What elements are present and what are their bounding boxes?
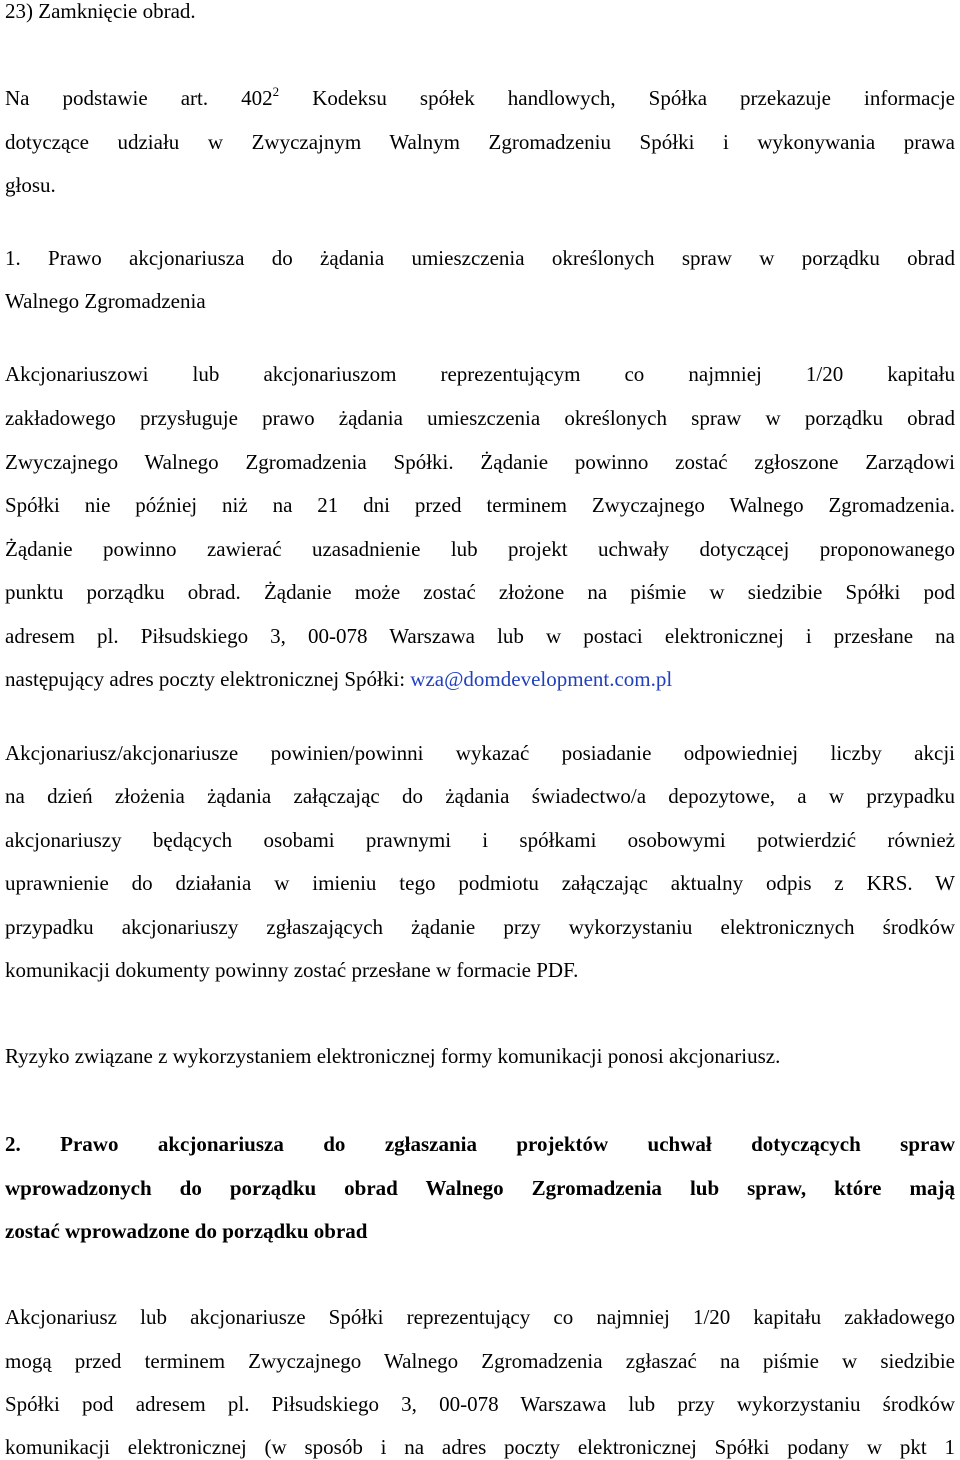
section-2-title-line-1: 2. Prawo akcjonariusza do zgłaszania projektów uchwał dotyczących spraw (5, 1132, 955, 1156)
section-1-title-line-1: 1. Prawo akcjonariusza do żądania umieszczenia określonych spraw w porządku obrad (5, 246, 955, 270)
section-1-para-1-last-line (5, 666, 955, 692)
agenda-item-23: 23) Zamknięcie obrad. (5, 0, 196, 23)
section-1-para-2-line: akcjonariuszy będących osobami prawnymi i spółkami osobowymi potwierdzić również (5, 828, 955, 852)
section-1-para-2-line: przypadku akcjonariuszy zgłaszających żądanie przy wykorzystaniu elektronicznych środków (5, 915, 955, 939)
section-2-para-1-line: Spółki pod adresem pl. Piłsudskiego 3, 00-078 Warszawa lub przy wykorzystaniu środków (5, 1392, 955, 1416)
section-1-para-3: Ryzyko związane z wykorzystaniem elektronicznej formy komunikacji ponosi akcjonariusz. (5, 1044, 781, 1068)
section-1-para-1-line: punktu porządku obrad. Żądanie może zostać złożone na piśmie w siedzibie Spółki pod (5, 580, 955, 604)
section-1-para-2-line: uprawnienie do działania w imieniu tego podmiotu załączając aktualny odpis z KRS. W (5, 871, 955, 895)
section-2-para-1-line: komunikacji elektronicznej (w sposób i na adres poczty elektronicznej Spółki podany w pkt 1 (5, 1435, 955, 1459)
intro-line-1-text: Na podstawie art. 402 (5, 86, 273, 110)
company-email-link[interactable]: wza@domdevelopment.com.pl (410, 667, 673, 691)
intro-line-1 (5, 85, 955, 111)
section-2-para-1-line: Akcjonariusz lub akcjonariusze Spółki reprezentujący co najmniej 1/20 kapitału zakładowego (5, 1305, 955, 1329)
email-intro-text: następujący adres poczty elektronicznej Spółki: (5, 667, 411, 691)
intro-line-3: głosu. (5, 173, 56, 197)
section-1-para-1-line: Żądanie powinno zawierać uzasadnienie lub projekt uchwały dotyczącej proponowanego (5, 537, 955, 561)
section-1-para-1-line: Zwyczajnego Walnego Zgromadzenia Spółki. Żądanie powinno zostać zgłoszone Zarządowi (5, 450, 955, 474)
section-2-title-line-2: wprowadzonych do porządku obrad Walnego Zgromadzenia lub spraw, które mają (5, 1176, 955, 1200)
section-1-para-2-line: komunikacji dokumenty powinny zostać przesłane w formacie PDF. (5, 958, 579, 982)
intro-line-2: dotyczące udziału w Zwyczajnym Walnym Zgromadzeniu Spółki i wykonywania prawa (5, 130, 955, 154)
section-1-para-1-line: Spółki nie później niż na 21 dni przed terminem Zwyczajnego Walnego Zgromadzenia. (5, 493, 955, 517)
section-1-title-line-2: Walnego Zgromadzenia (5, 289, 206, 313)
section-1-para-2-line: na dzień złożenia żądania załączając do żądania świadectwo/a depozytowe, a w przypadku (5, 784, 955, 808)
section-1-para-1-line: adresem pl. Piłsudskiego 3, 00-078 Warszawa lub w postaci elektronicznej i przesłane na (5, 624, 955, 648)
section-1-para-1-line: zakładowego przysługuje prawo żądania umieszczenia określonych spraw w porządku obrad (5, 406, 955, 430)
section-2-para-1-line: mogą przed terminem Zwyczajnego Walnego Zgromadzenia zgłaszać na piśmie w siedzibie (5, 1349, 955, 1373)
section-1-para-2-line: Akcjonariusz/akcjonariusze powinien/powinni wykazać posiadanie odpowiedniej liczby akcji (5, 741, 955, 765)
section-1-para-1-line: Akcjonariuszowi lub akcjonariuszom reprezentującym co najmniej 1/20 kapitału (5, 362, 955, 386)
article-superscript: 2 (272, 84, 280, 99)
section-2-title-line-3: zostać wprowadzone do porządku obrad (5, 1219, 368, 1243)
intro-line-1-rest: Kodeksu spółek handlowych, Spółka przekazuje informacje (279, 86, 955, 110)
